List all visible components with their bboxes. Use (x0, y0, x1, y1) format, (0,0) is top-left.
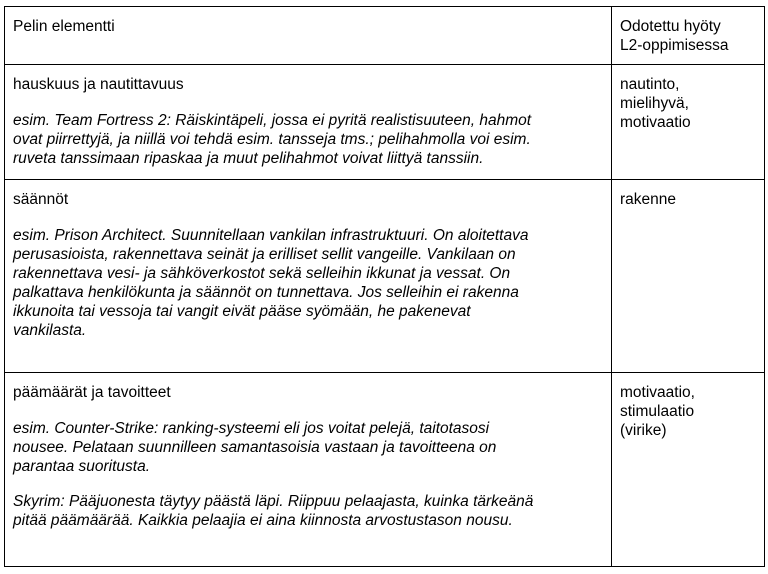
table-row (5, 373, 765, 567)
example-line: esim. Counter-Strike: ranking-systeemi eli jos voitat pelejä, taitotasosi (13, 420, 490, 437)
benefit-line: rakenne (620, 191, 677, 208)
example-line: parantaa suoritusta. (13, 458, 151, 475)
example-text (13, 111, 603, 168)
header-expected-benefit (612, 7, 765, 65)
example-text (13, 419, 603, 476)
benefit-line: motivaatio, (620, 384, 695, 401)
element-cell (5, 373, 612, 567)
example-text (13, 226, 603, 340)
example-line: palkattava henkilökunta ja säännöt on tunnettava. Jos selleihin ei rakenna (13, 284, 519, 301)
element-cell (5, 180, 612, 373)
example-line: nousee. Pelataan suunnilleen samantasoisia vastaan ja tavoitteena on (13, 439, 497, 456)
example-line: ikkunoita tai vessoja tai vangit eivät pääse syömään, he pakenevat (13, 303, 471, 320)
element-name: hauskuus ja nautittavuus (13, 76, 184, 93)
benefit-cell (612, 373, 765, 567)
example-line: ovat piirrettyjä, ja niillä voi tehdä esim. tansseja tms.; pelihahmolla voi esim. (13, 131, 531, 148)
example-line: rakennettava vesi- ja sähköverkostot sekä selleihin ikkunat ja vessat. On (13, 265, 511, 282)
game-elements-table (4, 6, 765, 567)
benefit-line: (virike) (620, 422, 667, 439)
example-line: vankilasta. (13, 322, 87, 339)
table-row (5, 180, 765, 373)
example-line: esim. Prison Architect. Suunnitellaan vankilan infrastruktuuri. On aloitettava (13, 227, 529, 244)
benefit-line: stimulaatio (620, 403, 695, 420)
example-line: Skyrim: Pääjuonesta täytyy päästä läpi. Riippuu pelaajasta, kuinka tärkeänä (13, 493, 534, 510)
example-line: pitää päämäärää. Kaikkia pelaajia ei aina kiinnosta arvostustason nousu. (13, 512, 513, 529)
header-benefit-line: Odotettu hyöty (620, 18, 721, 35)
benefit-line: nautinto, (620, 76, 680, 93)
benefit-line: mielihyvä, (620, 95, 689, 112)
element-name: päämäärät ja tavoitteet (13, 384, 171, 401)
element-cell (5, 65, 612, 180)
header-benefit-line: L2-oppimisessa (620, 37, 729, 54)
example-line: esim. Team Fortress 2: Räiskintäpeli, jossa ei pyritä realistisuuteen, hahmot (13, 112, 532, 129)
benefit-cell (612, 180, 765, 373)
example-text (13, 492, 603, 530)
benefit-cell (612, 65, 765, 180)
example-line: perusasioista, rakennettava seinät ja erilliset sellit vangeille. Vankilaan on (13, 246, 516, 263)
header-game-element: Pelin elementti (5, 7, 612, 65)
benefit-line: motivaatio (620, 114, 691, 131)
header-row (5, 7, 765, 65)
table-row (5, 65, 765, 180)
example-line: ruveta tanssimaan ripaskaa ja muut pelihahmot voivat liittyä tanssiin. (13, 150, 484, 167)
element-name: säännöt (13, 191, 69, 208)
